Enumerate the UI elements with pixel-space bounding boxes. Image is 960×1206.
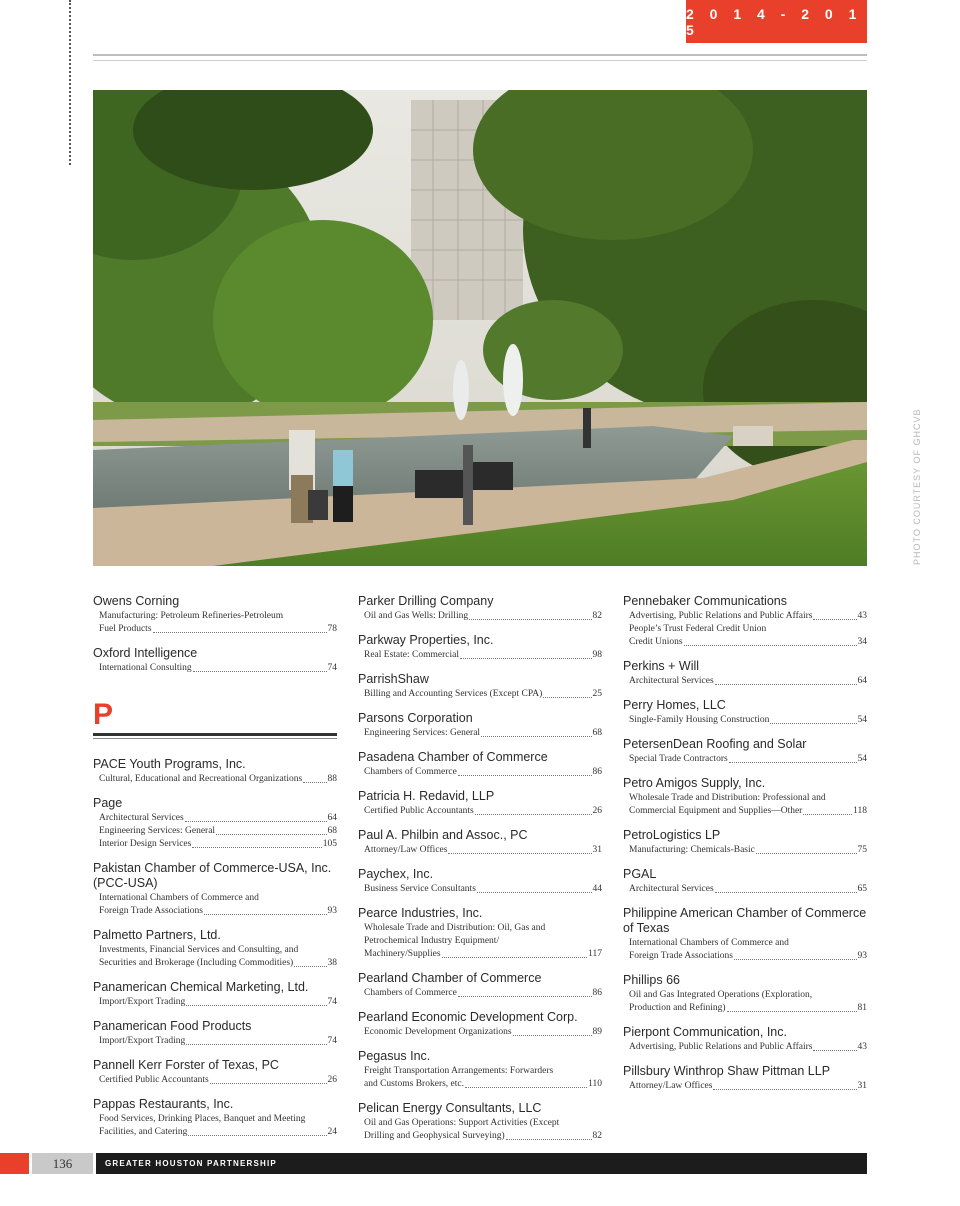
company-name: Pearland Economic Development Corp. — [358, 1010, 578, 1024]
category-text: Foreign Trade Associations — [629, 951, 733, 961]
dot-leader — [186, 1005, 326, 1006]
dot-leader — [458, 996, 592, 997]
directory-column-3 — [623, 594, 867, 1103]
company-name: Page — [93, 796, 123, 810]
category-line — [358, 883, 602, 896]
footer-accent — [0, 1153, 29, 1174]
category-text: International Chambers of Commerce and — [99, 893, 259, 903]
company-name: PACE Youth Programs, Inc. — [93, 757, 246, 771]
dot-leader — [153, 632, 327, 633]
category-text: Commercial Equipment and Supplies—Other — [629, 806, 803, 816]
company-name: Perry Homes, LLC — [623, 698, 726, 712]
directory-entry — [623, 737, 867, 766]
company-name: Pearland Chamber of Commerce — [358, 971, 542, 985]
page-reference: 38 — [327, 958, 337, 968]
category-text: Certified Public Accountants — [99, 1075, 209, 1085]
company-name: Perkins + Will — [623, 659, 700, 673]
park-photo — [93, 90, 867, 566]
directory-entry — [358, 1049, 602, 1091]
page-reference: 26 — [592, 806, 602, 816]
directory-entry — [623, 698, 867, 727]
category-text: Interior Design Services — [99, 839, 192, 849]
category-line — [93, 838, 337, 851]
company-name: Owens Corning — [93, 594, 180, 608]
dot-leader — [460, 658, 592, 659]
company-name: Panamerican Chemical Marketing, Ltd. — [93, 980, 309, 994]
dot-leader — [734, 959, 857, 960]
section-rule — [93, 733, 337, 736]
category-line — [358, 649, 602, 662]
category-line — [623, 883, 867, 896]
dot-leader — [303, 782, 326, 783]
directory-entry — [93, 757, 337, 786]
dot-leader — [442, 957, 588, 958]
category-text: Single-Family Housing Construction — [629, 715, 770, 725]
company-name: Paul A. Philbin and Assoc., PC — [358, 828, 528, 842]
category-text: Facilities, and Catering — [99, 1127, 188, 1137]
category-line — [623, 714, 867, 727]
category-line — [93, 1074, 337, 1087]
dot-leader — [458, 775, 592, 776]
page-reference: 44 — [592, 884, 602, 894]
company-name: Patricia H. Redavid, LLP — [358, 789, 495, 803]
category-text: Import/Export Trading — [99, 1036, 186, 1046]
page-reference: 54 — [857, 715, 867, 725]
dotted-margin-line — [69, 0, 71, 165]
directory-column-1 — [93, 594, 337, 1149]
category-text: Cultural, Educational and Recreational Organizations — [99, 774, 303, 784]
category-text: Wholesale Trade and Distribution: Professional and — [629, 793, 826, 803]
page-reference: 98 — [592, 650, 602, 660]
directory-entry — [623, 867, 867, 896]
page-reference: 34 — [857, 637, 867, 647]
dot-leader — [188, 1135, 326, 1136]
category-line — [93, 996, 337, 1009]
company-name: Parkway Properties, Inc. — [358, 633, 494, 647]
category-text: Economic Development Organizations — [364, 1027, 512, 1037]
company-name: Pegasus Inc. — [358, 1049, 431, 1063]
page-reference: 118 — [853, 806, 867, 816]
dot-leader — [813, 1050, 856, 1051]
category-text: Manufacturing: Chemicals-Basic — [629, 845, 755, 855]
page-reference: 117 — [588, 949, 602, 959]
dot-leader — [713, 1089, 856, 1090]
header-rule — [93, 54, 867, 56]
page-reference: 68 — [592, 728, 602, 738]
category-text: Real Estate: Commercial — [364, 650, 459, 660]
dot-leader — [465, 1087, 587, 1088]
category-text: Freight Transportation Arrangements: Forwarders — [364, 1066, 554, 1076]
category-line — [93, 1035, 337, 1048]
category-text: Advertising, Public Relations and Public Affairs — [629, 611, 813, 621]
company-name: Pelican Energy Consultants, LLC — [358, 1101, 542, 1115]
category-text: Advertising, Public Relations and Public Affairs — [629, 1042, 813, 1052]
category-line — [623, 675, 867, 688]
category-line — [623, 1041, 867, 1054]
page-reference: 93 — [857, 951, 867, 961]
category-line — [623, 753, 867, 766]
page-reference: 43 — [857, 611, 867, 621]
directory-entry — [623, 776, 867, 818]
company-name: PGAL — [623, 867, 657, 881]
dot-leader — [715, 892, 857, 893]
category-text: Securities and Brokerage (Including Commodities) — [99, 958, 294, 968]
page-reference: 110 — [588, 1079, 602, 1089]
company-name: Parsons Corporation — [358, 711, 473, 725]
category-text: Import/Export Trading — [99, 997, 186, 1007]
dot-leader — [813, 619, 856, 620]
category-text: and Customs Brokers, etc. — [364, 1079, 465, 1089]
section-letter: P — [93, 698, 114, 731]
page-reference: 81 — [857, 1003, 867, 1013]
category-line — [358, 766, 602, 779]
page-reference: 105 — [322, 839, 337, 849]
category-line — [623, 950, 867, 963]
category-text: Manufacturing: Petroleum Refineries-Petroleum — [99, 611, 284, 621]
company-name: Panamerican Food Products — [93, 1019, 252, 1033]
directory-entry — [358, 789, 602, 818]
dot-leader — [204, 914, 327, 915]
company-name: PetroLogistics LP — [623, 828, 721, 842]
photo-credit: PHOTO COURTESY OF GHCVB — [912, 408, 922, 565]
category-line — [358, 1078, 602, 1091]
category-line — [623, 805, 867, 818]
page-reference: 89 — [592, 1027, 602, 1037]
directory-entry — [623, 594, 867, 649]
category-line — [358, 805, 602, 818]
category-text: Food Services, Drinking Places, Banquet and Meeting — [99, 1114, 306, 1124]
directory-entry — [358, 750, 602, 779]
directory-entry — [93, 646, 337, 675]
directory-entry — [358, 971, 602, 1000]
category-text: Petrochemical Industry Equipment/ — [364, 936, 500, 946]
page-reference: 74 — [327, 997, 337, 1007]
company-name: Philippine American Chamber of Commerce of Texas — [623, 906, 867, 935]
category-text: Credit Unions — [629, 637, 683, 647]
category-text: Oil and Gas Wells: Drilling — [364, 611, 469, 621]
category-text: Fuel Products — [99, 624, 152, 634]
directory-entry — [93, 594, 337, 636]
category-line — [358, 688, 602, 701]
page-reference: 64 — [857, 676, 867, 686]
dot-leader — [506, 1139, 592, 1140]
category-text: Billing and Accounting Services (Except CPA) — [364, 689, 543, 699]
company-name: Pappas Restaurants, Inc. — [93, 1097, 234, 1111]
category-text: Attorney/Law Offices — [629, 1081, 713, 1091]
directory-entry — [358, 711, 602, 740]
directory-entry — [358, 672, 602, 701]
company-name: Pannell Kerr Forster of Texas, PC — [93, 1058, 279, 1072]
directory-entry — [358, 633, 602, 662]
directory-entry — [623, 1025, 867, 1054]
directory-entry — [358, 1101, 602, 1143]
category-text: Chambers of Commerce — [364, 988, 457, 998]
footer-publisher: GREATER HOUSTON PARTNERSHIP — [96, 1153, 867, 1174]
company-name: Palmetto Partners, Ltd. — [93, 928, 221, 942]
page-reference: 31 — [857, 1081, 867, 1091]
category-text: Engineering Services: General — [99, 826, 216, 836]
page-reference: 65 — [857, 884, 867, 894]
page-reference: 43 — [857, 1042, 867, 1052]
year-badge: 2 0 1 4 - 2 0 1 5 — [686, 0, 867, 43]
company-name: ParrishShaw — [358, 672, 429, 686]
dot-leader — [469, 619, 591, 620]
directory-entry — [358, 867, 602, 896]
directory-entry — [358, 906, 602, 961]
company-name: Pillsbury Winthrop Shaw Pittman LLP — [623, 1064, 831, 1078]
dot-leader — [294, 966, 326, 967]
section-header — [93, 699, 337, 739]
dot-leader — [216, 834, 326, 835]
dot-leader — [770, 723, 856, 724]
category-text: Investments, Financial Services and Consulting, and — [99, 945, 299, 955]
category-text: International Chambers of Commerce and — [629, 938, 789, 948]
dot-leader — [756, 853, 857, 854]
company-name: PetersenDean Roofing and Solar — [623, 737, 807, 751]
dot-leader — [192, 847, 321, 848]
category-line — [623, 844, 867, 857]
company-name: Pennebaker Communications — [623, 594, 787, 608]
section-rule-thin — [93, 738, 337, 739]
company-name: Phillips 66 — [623, 973, 680, 987]
category-line — [93, 905, 337, 918]
dot-leader — [477, 892, 592, 893]
category-line — [93, 662, 337, 675]
category-text: Drilling and Geophysical Surveying) — [364, 1131, 505, 1141]
page-reference: 54 — [857, 754, 867, 764]
category-text: Architectural Services — [629, 884, 714, 894]
category-line — [93, 825, 337, 838]
company-name: Pearce Industries, Inc. — [358, 906, 483, 920]
category-text: Certified Public Accountants — [364, 806, 474, 816]
directory-entry — [623, 1064, 867, 1093]
company-name: Paychex, Inc. — [358, 867, 434, 881]
dot-leader — [193, 671, 327, 672]
category-text: Foreign Trade Associations — [99, 906, 203, 916]
category-line — [623, 610, 867, 623]
category-text: Wholesale Trade and Distribution: Oil, Gas and — [364, 923, 546, 933]
dot-leader — [475, 814, 592, 815]
directory-entry — [93, 796, 337, 851]
category-line — [93, 623, 337, 636]
company-name: Pasadena Chamber of Commerce — [358, 750, 548, 764]
page-reference: 25 — [592, 689, 602, 699]
category-text: People’s Trust Federal Credit Union — [629, 624, 767, 634]
directory-entry — [93, 1097, 337, 1139]
page-reference: 68 — [327, 826, 337, 836]
category-line — [93, 957, 337, 970]
company-name: Parker Drilling Company — [358, 594, 494, 608]
dot-leader — [186, 1044, 326, 1045]
category-line — [93, 1126, 337, 1139]
category-text: Architectural Services — [629, 676, 714, 686]
dot-leader — [715, 684, 857, 685]
dot-leader — [210, 1083, 327, 1084]
page-reference: 86 — [592, 767, 602, 777]
category-line — [623, 636, 867, 649]
directory-entry — [93, 1058, 337, 1087]
directory-column-2 — [358, 594, 602, 1153]
directory-entry — [93, 861, 337, 918]
directory-entry — [623, 659, 867, 688]
directory-entry — [93, 1019, 337, 1048]
page-number: 136 — [32, 1153, 93, 1174]
directory-entry — [93, 980, 337, 1009]
dot-leader — [185, 821, 327, 822]
category-line — [623, 1002, 867, 1015]
page-reference: 82 — [592, 1131, 602, 1141]
page-reference: 82 — [592, 611, 602, 621]
category-text: Oil and Gas Integrated Operations (Exploration, — [629, 990, 813, 1000]
dot-leader — [513, 1035, 592, 1036]
category-line — [358, 727, 602, 740]
category-text: Chambers of Commerce — [364, 767, 457, 777]
company-name: Oxford Intelligence — [93, 646, 198, 660]
directory-entry — [623, 906, 867, 963]
category-line — [358, 1026, 602, 1039]
dot-leader — [448, 853, 591, 854]
category-line — [93, 812, 337, 825]
category-text: Special Trade Contractors — [629, 754, 728, 764]
page-reference: 93 — [327, 906, 337, 916]
category-text: Business Service Consultants — [364, 884, 476, 894]
page-reference: 24 — [327, 1127, 337, 1137]
dot-leader — [684, 645, 857, 646]
category-text: Machinery/Supplies — [364, 949, 441, 959]
page-reference: 78 — [327, 624, 337, 634]
category-line — [358, 844, 602, 857]
directory-entry — [358, 594, 602, 623]
category-text: Attorney/Law Offices — [364, 845, 448, 855]
page-reference: 75 — [857, 845, 867, 855]
dot-leader — [543, 697, 591, 698]
directory-entry — [623, 828, 867, 857]
dot-leader — [803, 814, 852, 815]
directory-entry — [358, 828, 602, 857]
category-text: Architectural Services — [99, 813, 184, 823]
page-reference: 86 — [592, 988, 602, 998]
page-reference: 88 — [327, 774, 337, 784]
directory-entry — [93, 928, 337, 970]
directory-entry — [358, 1010, 602, 1039]
page-reference: 74 — [327, 663, 337, 673]
category-line — [93, 773, 337, 786]
directory-entry — [623, 973, 867, 1015]
category-text: International Consulting — [99, 663, 192, 673]
dot-leader — [481, 736, 591, 737]
category-text: Oil and Gas Operations: Support Activities (Except — [364, 1118, 560, 1128]
page-reference: 26 — [327, 1075, 337, 1085]
page-reference: 74 — [327, 1036, 337, 1046]
category-line — [358, 1130, 602, 1143]
page-reference: 31 — [592, 845, 602, 855]
company-name: Pakistan Chamber of Commerce-USA, Inc. (PCC-USA) — [93, 861, 332, 890]
category-line — [358, 987, 602, 1000]
page-reference: 64 — [327, 813, 337, 823]
category-text: Production and Refining) — [629, 1003, 726, 1013]
category-line — [358, 948, 602, 961]
company-name: Pierpont Communication, Inc. — [623, 1025, 787, 1039]
category-text: Engineering Services: General — [364, 728, 481, 738]
category-line — [358, 610, 602, 623]
category-line — [623, 1080, 867, 1093]
dot-leader — [727, 1011, 857, 1012]
header-rule-thin — [93, 60, 867, 61]
dot-leader — [729, 762, 857, 763]
company-name: Petro Amigos Supply, Inc. — [623, 776, 766, 790]
